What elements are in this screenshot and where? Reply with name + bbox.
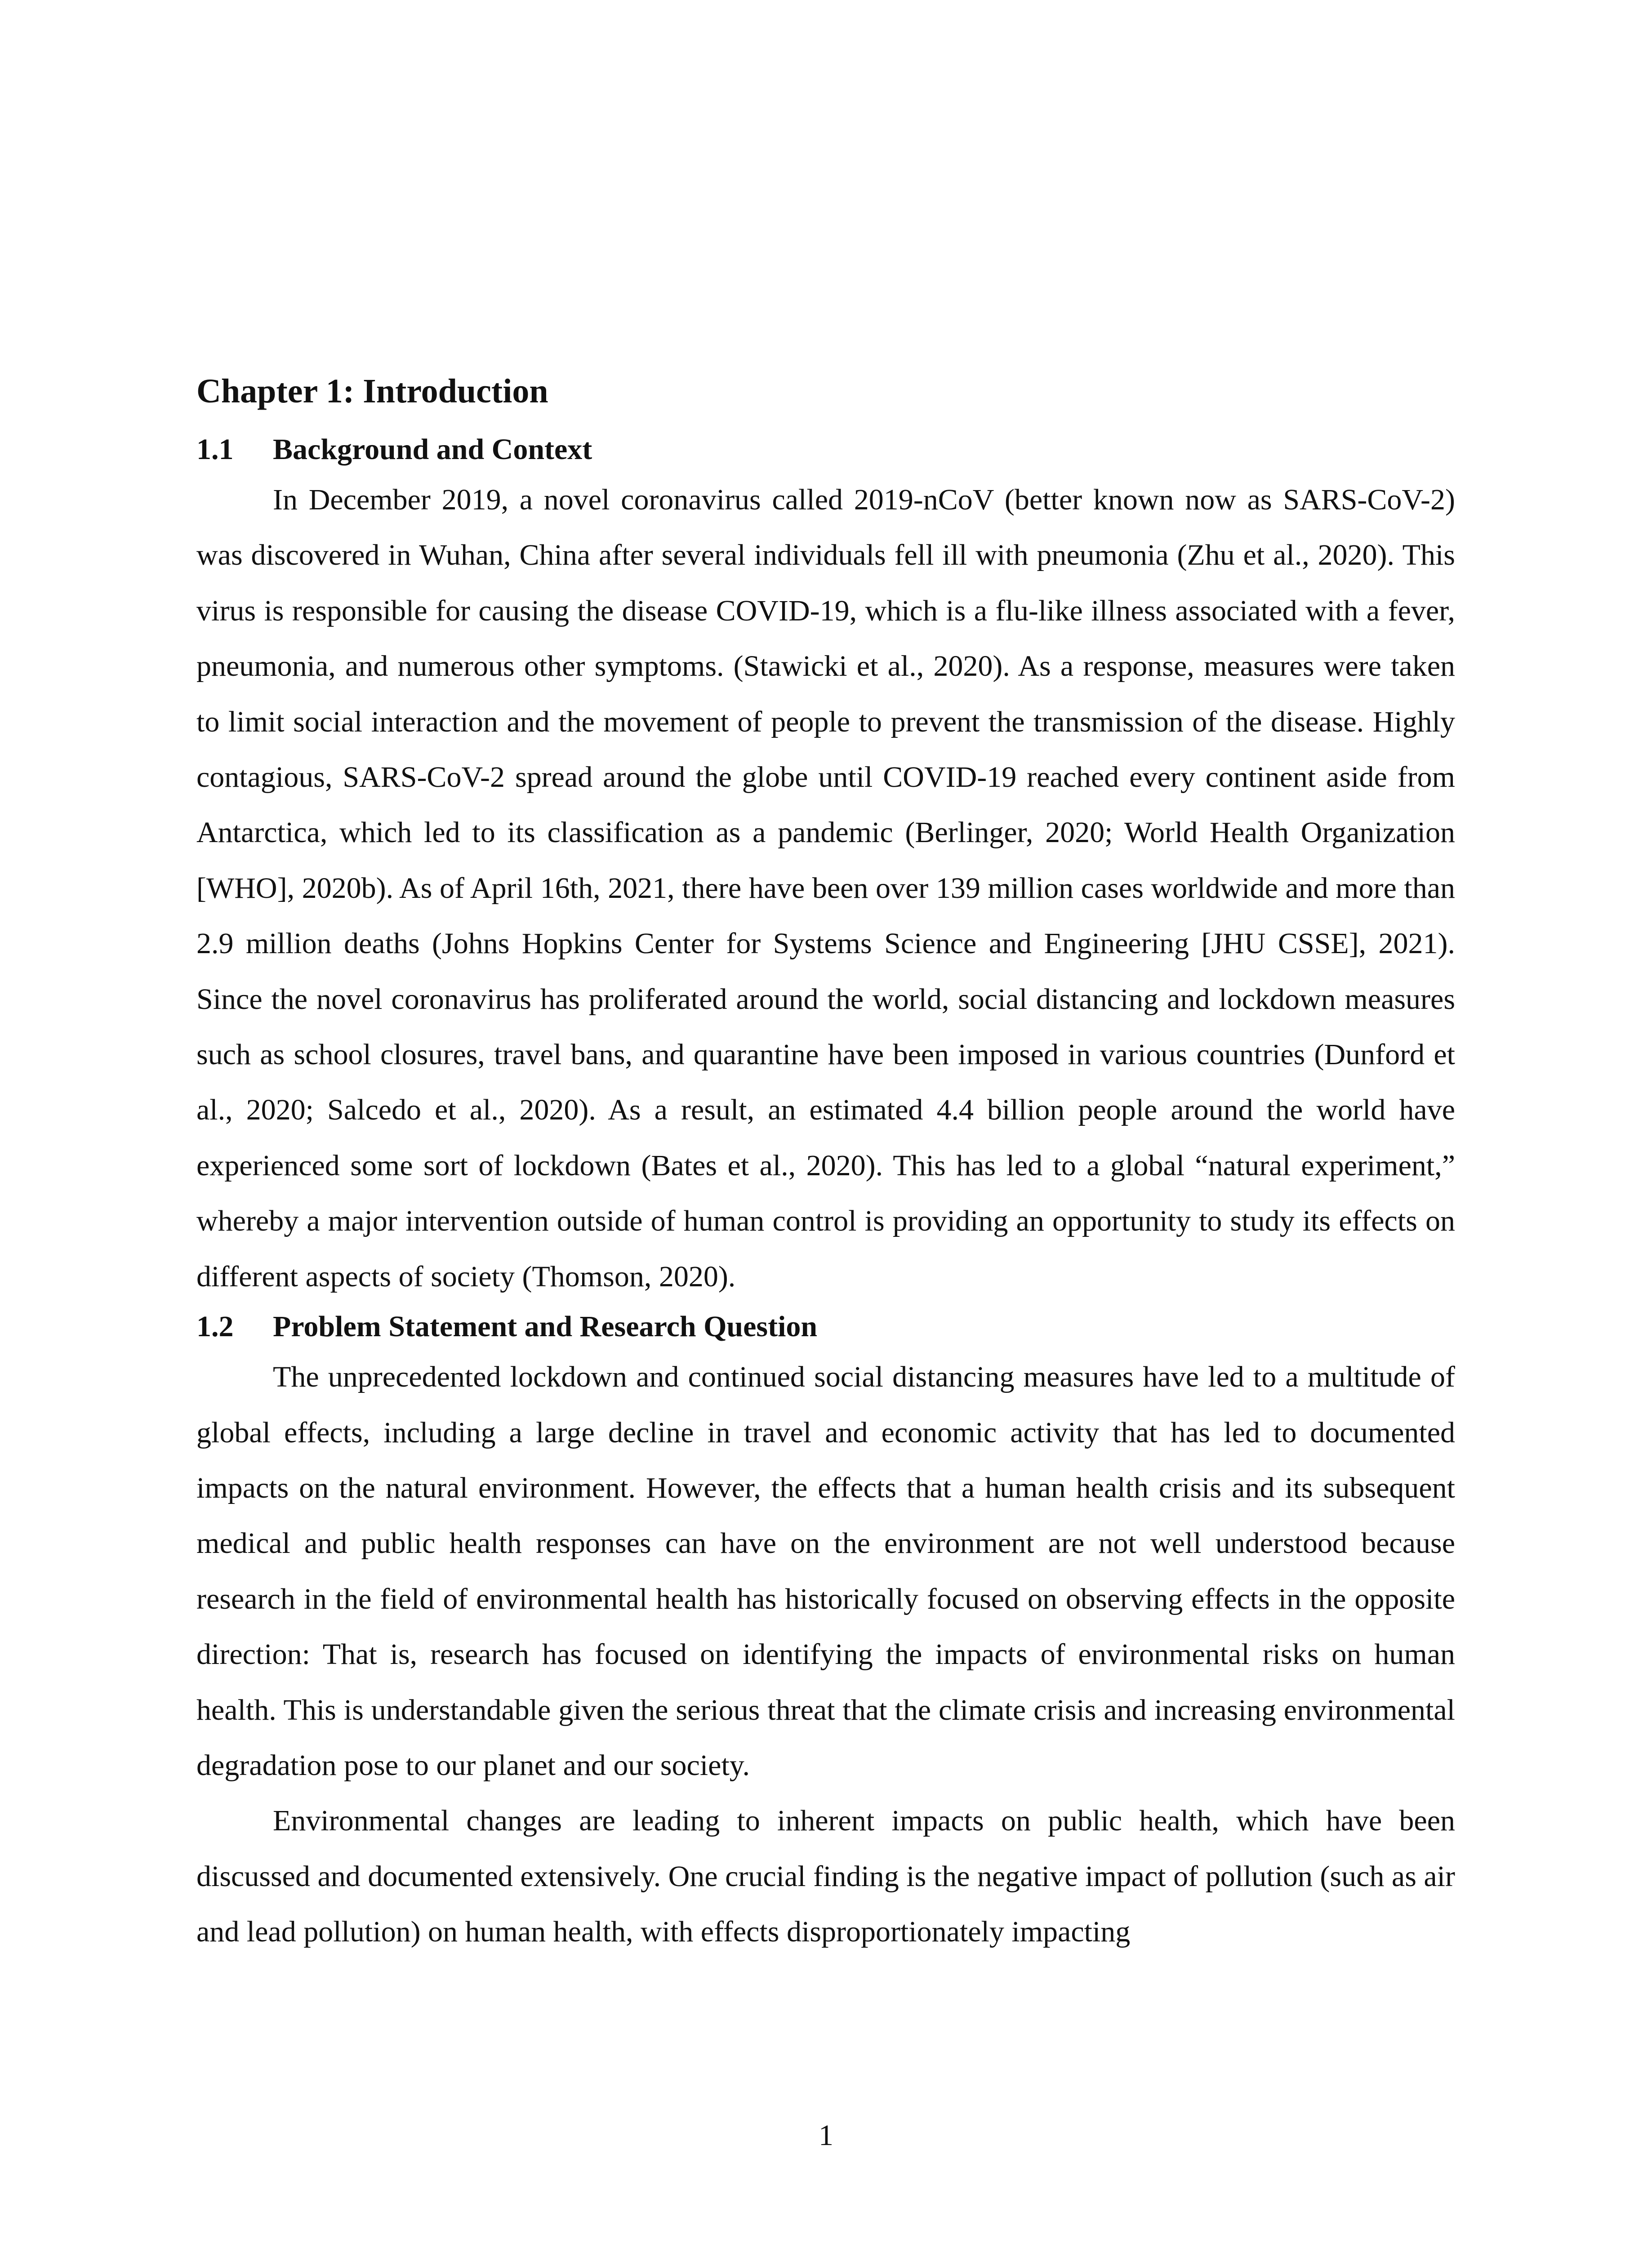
paragraph: Environmental changes are leading to inherent impacts on public health, which have been discussed and documented extensively. One crucial finding is the negative impact of pollution (such as air and lead pollution) on human health, with effects disproportionately impacting: [196, 1804, 1455, 1949]
page-content: [196, 364, 1455, 1960]
paragraph: In December 2019, a novel coronavirus called 2019-nCoV (better known now as SARS-CoV-2) was discovered in Wuhan, China after several individuals fell ill with pneumonia (Zhu et al., 2020). This virus is responsible for causing the disease COVID-19, which is a flu-like illness associated with a fever, pneumonia, and numerous other symptoms. (Stawicki et al., 2020). As a response, measures were taken to limit social interaction and the movement of people to prevent the transmission of the disease. Highly contagious, SARS-CoV-2 spread around the globe until COVID-19 reached every continent aside from Antarctica, which led to its classification as a pandemic (Berlinger, 2020; World Health Organization [WHO], 2020b). As of April 16th, 2021, there have been over 139 million cases worldwide and more than 2.9 million deaths (Johns Hopkins Center for Systems Science and Engineering [JHU CSSE], 2021). Since the novel coronavirus has proliferated around the world, social distancing and lockdown measures such as school closures, travel bans, and quarantine have been imposed in various countries (Dunford et al., 2020; Salcedo et al., 2020). As a result, an estimated 4.4 billion people around the world have experienced some sort of lockdown (Bates et al., 2020). This has led to a global “natural experiment,” whereby a major intervention outside of human control is providing an opportunity to study its effects on different aspects of society (Thomson, 2020).: [196, 483, 1455, 1293]
section-number: 1.2: [196, 1310, 234, 1343]
section-number: 1.1: [196, 433, 234, 466]
section-title: Background and Context: [273, 433, 592, 466]
section-title: Problem Statement and Research Question: [273, 1310, 818, 1343]
chapter-title: Chapter 1: Introduction: [196, 372, 548, 410]
section-heading-1-1: [196, 427, 1455, 472]
section-heading-1-2: [196, 1304, 1455, 1349]
page-number: 1: [819, 2119, 833, 2152]
paragraph: The unprecedented lockdown and continued social distancing measures have led to a multitude of global effects, including a large decline in travel and economic activity that has led to documented impacts on the natural environment. However, the effects that a human health crisis and its subsequent medical and public health responses can have on the environment are not well understood because research in the field of environmental health has historically focused on observing effects in the opposite direction: That is, research has focused on identifying the impacts of environmental risks on human health. This is understandable given the serious threat that the climate crisis and increasing environmental degradation pose to our planet and our society.: [196, 1360, 1455, 1782]
